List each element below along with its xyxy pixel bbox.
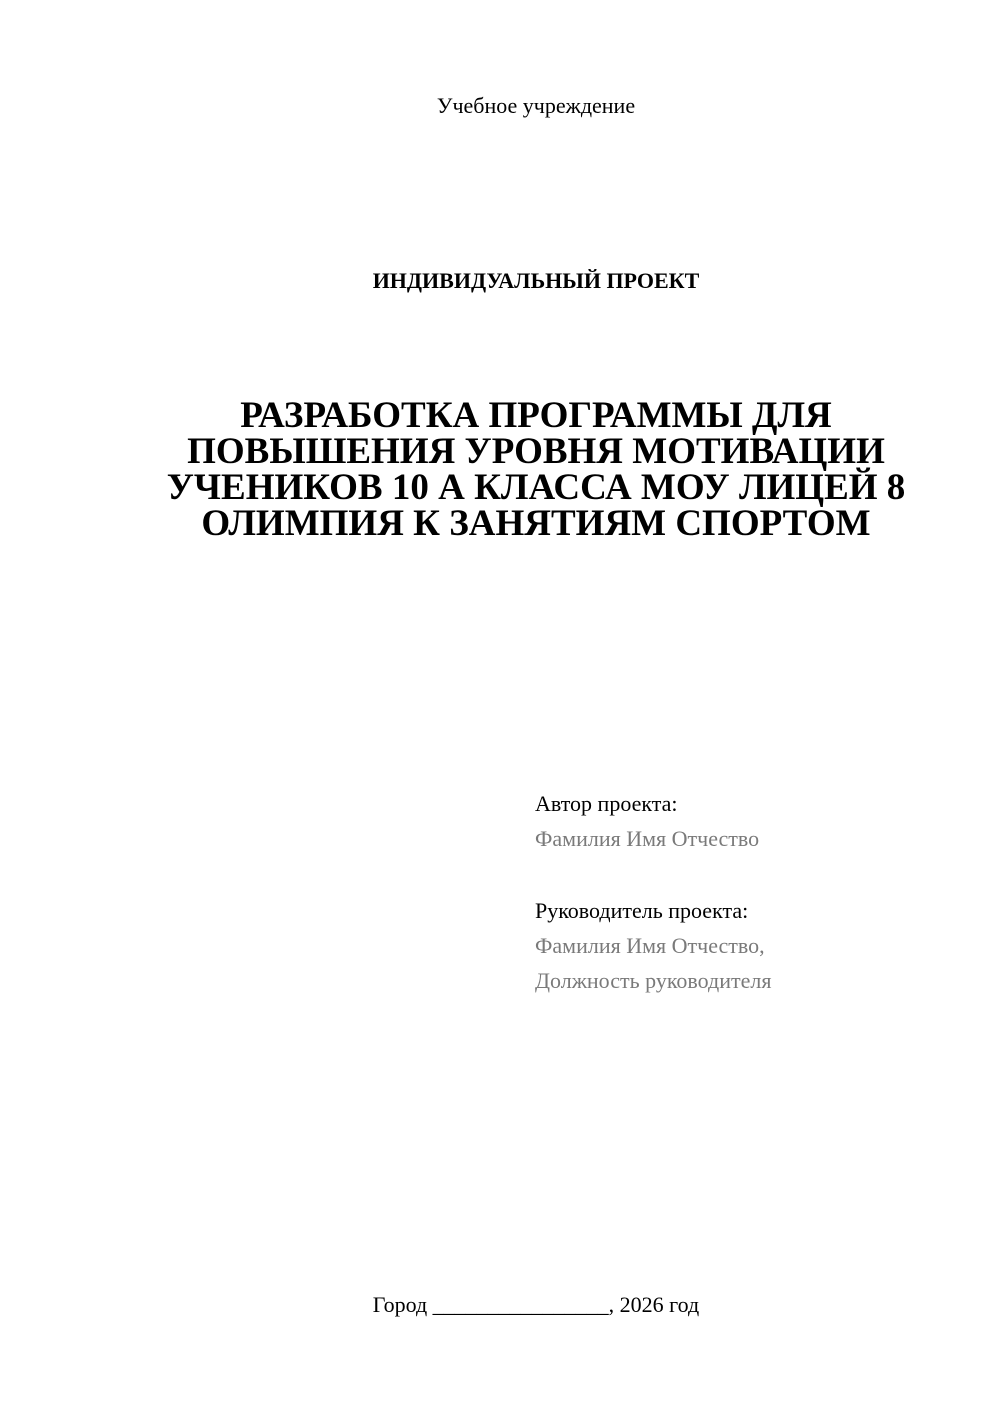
author-name: Фамилия Имя Отчество	[535, 826, 760, 851]
project-title-line: УЧЕНИКОВ 10 А КЛАССА МОУ ЛИЦЕЙ 8	[166, 467, 906, 508]
supervisor-label: Руководитель проекта:	[535, 898, 749, 923]
institution-name: Учебное учреждение	[436, 93, 636, 118]
city-year-line: Город ________________, 2026 год	[372, 1292, 700, 1317]
supervisor-name: Фамилия Имя Отчество,	[535, 933, 765, 958]
project-title	[100, 395, 972, 544]
author-block	[535, 786, 975, 856]
supervisor-position: Должность руководителя	[535, 968, 772, 993]
project-title-line: ПОВЫШЕНИЯ УРОВНЯ МОТИВАЦИИ	[187, 431, 885, 472]
project-type-heading: ИНДИВИДУАЛЬНЫЙ ПРОЕКТ	[372, 268, 700, 293]
project-title-line: РАЗРАБОТКА ПРОГРАММЫ ДЛЯ	[240, 395, 832, 436]
project-title-line: ОЛИМПИЯ К ЗАНЯТИЯМ СПОРТОМ	[201, 503, 871, 544]
supervisor-block	[535, 893, 975, 998]
author-label: Автор проекта:	[535, 791, 678, 816]
